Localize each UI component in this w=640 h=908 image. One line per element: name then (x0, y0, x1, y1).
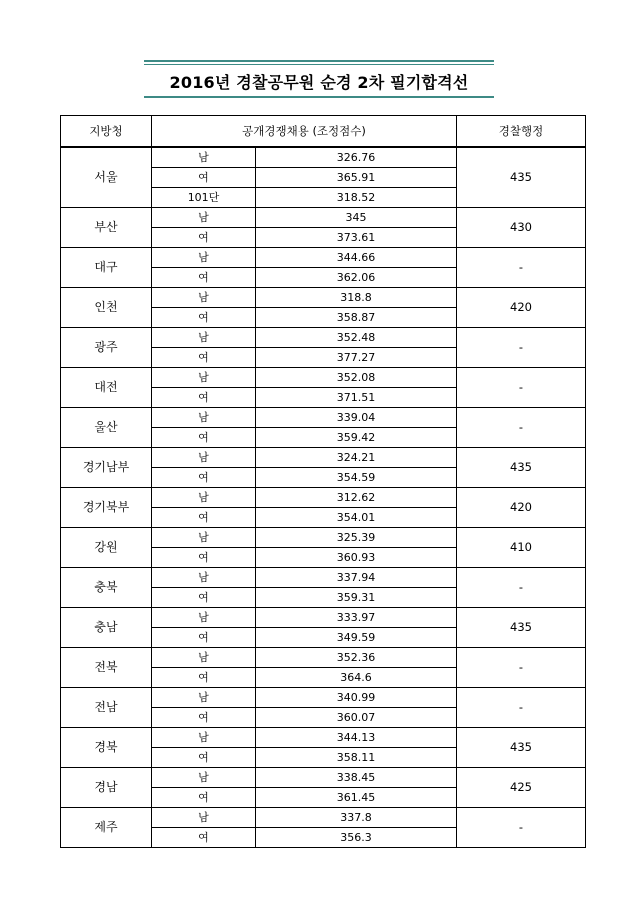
table-row (61, 368, 586, 388)
gender-cell: 남 (152, 408, 256, 428)
region-name-cell: 인천 (61, 288, 152, 328)
gender-cell: 여 (152, 468, 256, 488)
gender-cell: 여 (152, 428, 256, 448)
region-name-cell: 경기북부 (61, 488, 152, 528)
admin-cutoff-cell: 410 (457, 528, 586, 568)
gender-cell: 여 (152, 228, 256, 248)
score-cell: 358.87 (256, 308, 457, 328)
region-name-cell: 전남 (61, 688, 152, 728)
table-row (61, 448, 586, 468)
admin-cutoff-cell: 420 (457, 288, 586, 328)
table-row (61, 488, 586, 508)
title-box (144, 60, 494, 98)
table-row (61, 208, 586, 228)
gender-cell: 여 (152, 668, 256, 688)
admin-cutoff-cell: - (457, 368, 586, 408)
table-row (61, 688, 586, 708)
gender-cell: 남 (152, 808, 256, 828)
table-row (61, 248, 586, 268)
gender-cell: 남 (152, 288, 256, 308)
region-name-cell: 강원 (61, 528, 152, 568)
gender-cell: 여 (152, 828, 256, 848)
gender-cell: 여 (152, 168, 256, 188)
score-cell: 354.01 (256, 508, 457, 528)
score-cell: 360.07 (256, 708, 457, 728)
region-name-cell: 경기남부 (61, 448, 152, 488)
table-body (61, 147, 586, 848)
title-rule-bottom (144, 96, 494, 98)
table-row (61, 147, 586, 168)
admin-cutoff-cell: 420 (457, 488, 586, 528)
table-row (61, 408, 586, 428)
score-cell: 359.31 (256, 588, 457, 608)
gender-cell: 여 (152, 548, 256, 568)
region-name-cell: 충남 (61, 608, 152, 648)
region-name-cell: 충북 (61, 568, 152, 608)
score-cell: 360.93 (256, 548, 457, 568)
gender-cell: 여 (152, 268, 256, 288)
table-header-row (61, 116, 586, 148)
admin-cutoff-cell: - (457, 808, 586, 848)
gender-cell: 남 (152, 728, 256, 748)
gender-cell: 남 (152, 208, 256, 228)
gender-cell: 여 (152, 308, 256, 328)
table-row (61, 768, 586, 788)
score-cell: 371.51 (256, 388, 457, 408)
region-name-cell: 부산 (61, 208, 152, 248)
admin-cutoff-cell: - (457, 688, 586, 728)
admin-cutoff-cell: 430 (457, 208, 586, 248)
gender-cell: 여 (152, 708, 256, 728)
score-cell: 344.66 (256, 248, 457, 268)
gender-cell: 남 (152, 368, 256, 388)
gender-cell: 남 (152, 648, 256, 668)
score-cell: 364.6 (256, 668, 457, 688)
page-title: 2016년 경찰공무원 순경 2차 필기합격선 (169, 73, 469, 92)
region-name-cell: 경북 (61, 728, 152, 768)
score-cell: 356.3 (256, 828, 457, 848)
score-cell: 352.08 (256, 368, 457, 388)
score-cell: 362.06 (256, 268, 457, 288)
score-cell: 318.52 (256, 188, 457, 208)
table-row (61, 568, 586, 588)
gender-cell: 101단 (152, 188, 256, 208)
score-cell: 352.36 (256, 648, 457, 668)
score-cell: 349.59 (256, 628, 457, 648)
admin-cutoff-cell: - (457, 248, 586, 288)
gender-cell: 남 (152, 768, 256, 788)
region-name-cell: 전북 (61, 648, 152, 688)
region-name-cell: 대구 (61, 248, 152, 288)
gender-cell: 남 (152, 568, 256, 588)
admin-cutoff-cell: 435 (457, 608, 586, 648)
region-name-cell: 제주 (61, 808, 152, 848)
score-cell: 333.97 (256, 608, 457, 628)
gender-cell: 여 (152, 628, 256, 648)
region-name-cell: 경남 (61, 768, 152, 808)
header-open-competition: 공개경쟁채용 (조정점수) (152, 116, 457, 148)
table-row (61, 608, 586, 628)
admin-cutoff-cell: 435 (457, 147, 586, 208)
score-cell: 312.62 (256, 488, 457, 508)
score-cell: 337.94 (256, 568, 457, 588)
score-cell: 338.45 (256, 768, 457, 788)
score-cell: 345 (256, 208, 457, 228)
gender-cell: 남 (152, 688, 256, 708)
gender-cell: 남 (152, 528, 256, 548)
gender-cell: 남 (152, 608, 256, 628)
score-cell: 326.76 (256, 147, 457, 168)
header-region: 지방청 (61, 116, 152, 148)
admin-cutoff-cell: - (457, 568, 586, 608)
gender-cell: 여 (152, 388, 256, 408)
gender-cell: 남 (152, 248, 256, 268)
score-cell: 318.8 (256, 288, 457, 308)
region-name-cell: 대전 (61, 368, 152, 408)
admin-cutoff-cell: 435 (457, 448, 586, 488)
score-cell: 340.99 (256, 688, 457, 708)
gender-cell: 여 (152, 588, 256, 608)
gender-cell: 남 (152, 328, 256, 348)
title-rule-top-thin (144, 64, 494, 65)
table-row (61, 288, 586, 308)
gender-cell: 남 (152, 488, 256, 508)
gender-cell: 여 (152, 788, 256, 808)
score-cell: 354.59 (256, 468, 457, 488)
gender-cell: 남 (152, 147, 256, 168)
score-cell: 339.04 (256, 408, 457, 428)
gender-cell: 여 (152, 348, 256, 368)
gender-cell: 여 (152, 748, 256, 768)
score-cell: 324.21 (256, 448, 457, 468)
score-cell: 337.8 (256, 808, 457, 828)
table-row (61, 648, 586, 668)
header-police-admin: 경찰행정 (457, 116, 586, 148)
score-cell: 344.13 (256, 728, 457, 748)
score-cell: 358.11 (256, 748, 457, 768)
table-row (61, 528, 586, 548)
region-name-cell: 광주 (61, 328, 152, 368)
admin-cutoff-cell: 435 (457, 728, 586, 768)
score-cell: 377.27 (256, 348, 457, 368)
gender-cell: 여 (152, 508, 256, 528)
score-cell: 365.91 (256, 168, 457, 188)
score-cell: 361.45 (256, 788, 457, 808)
title-rule-top (144, 60, 494, 62)
score-cell: 373.61 (256, 228, 457, 248)
table-row (61, 728, 586, 748)
region-name-cell: 서울 (61, 147, 152, 208)
admin-cutoff-cell: - (457, 408, 586, 448)
admin-cutoff-cell: - (457, 328, 586, 368)
table-row (61, 808, 586, 828)
region-name-cell: 울산 (61, 408, 152, 448)
cutoff-table (60, 115, 586, 848)
gender-cell: 남 (152, 448, 256, 468)
score-cell: 359.42 (256, 428, 457, 448)
score-cell: 325.39 (256, 528, 457, 548)
admin-cutoff-cell: 425 (457, 768, 586, 808)
table-row (61, 328, 586, 348)
score-cell: 352.48 (256, 328, 457, 348)
admin-cutoff-cell: - (457, 648, 586, 688)
